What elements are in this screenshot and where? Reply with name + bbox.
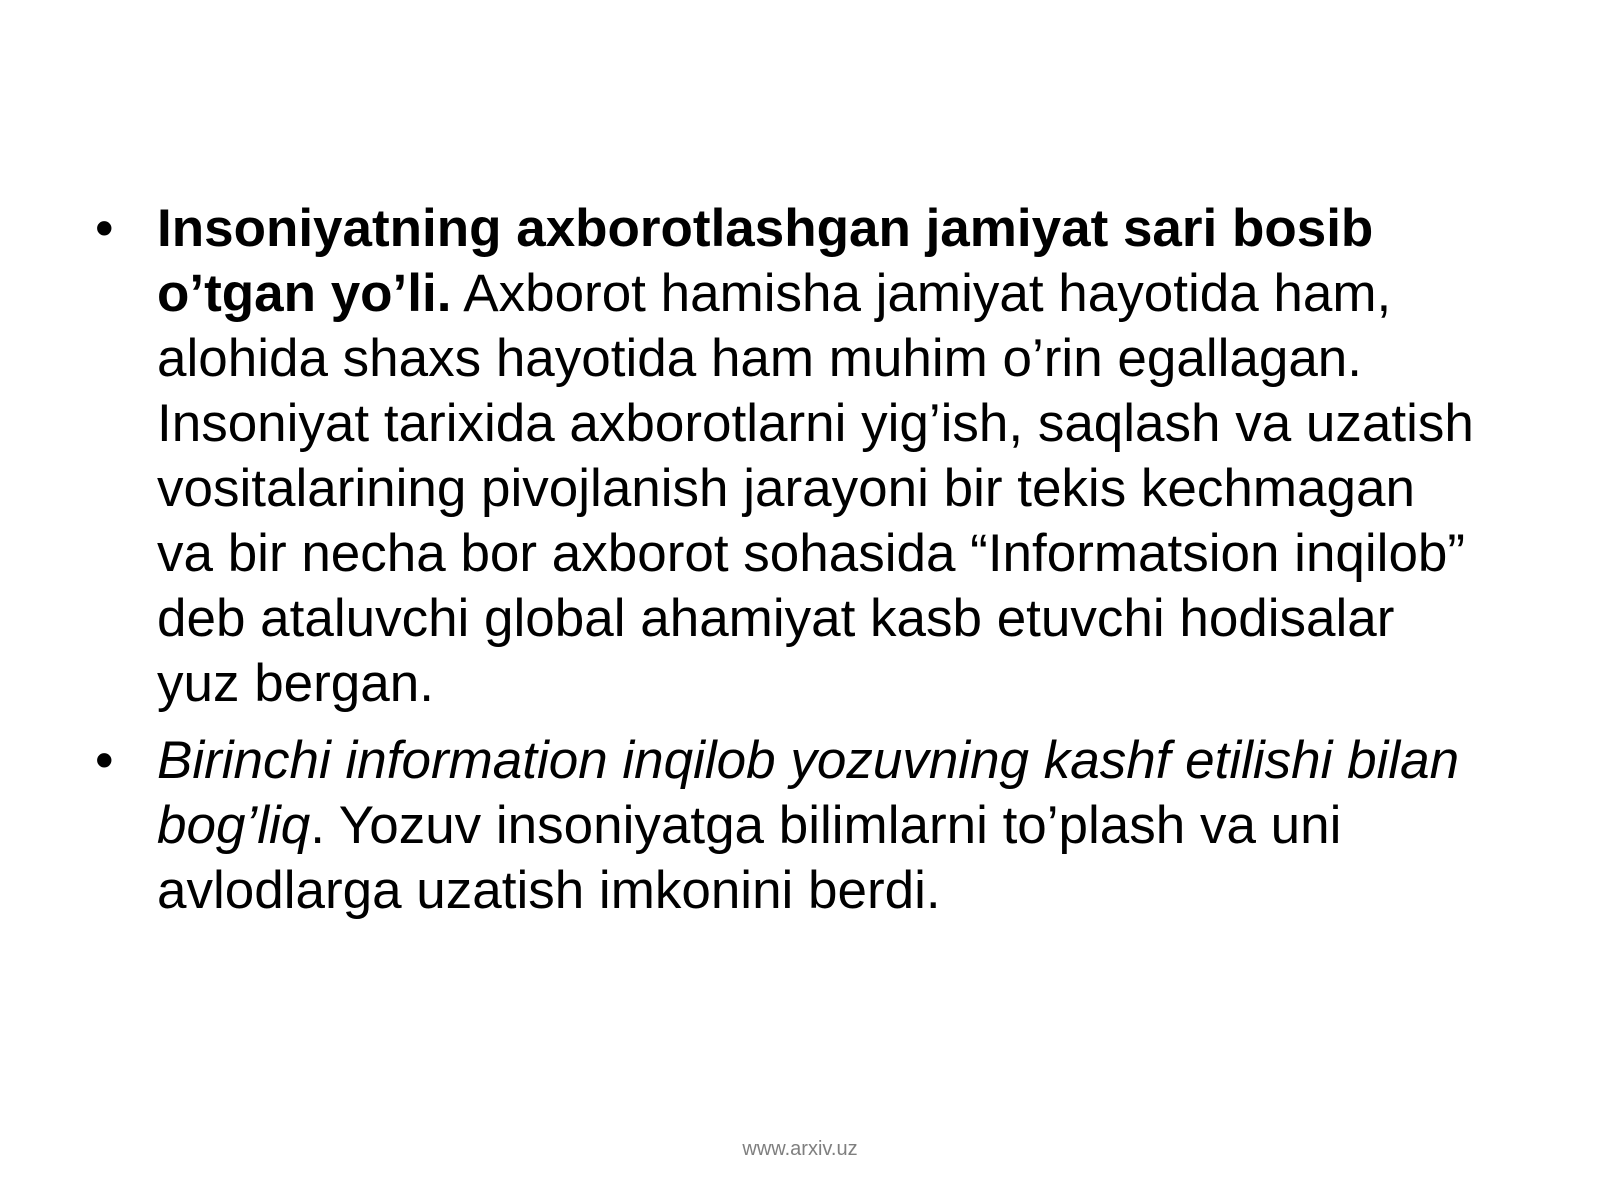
bullet-heading-bold: Insoniyatning axborotlashgan jamiyat sari bosib o’tgan yo’li.: [157, 199, 1374, 323]
bullet-text: Axborot hamisha jamiyat hayotida ham, alohida shaxs hayotida ham muhim o’rin egallagan. Insoniyat tarixida axborotlarni yig’ish, saqlash va uzatish vositalarining pivojlanish jarayoni bir tekis kechmagan va bir necha bor axborot sohasida “Informatsion inqilob” deb ataluvchi global ahamiyat kasb etuvchi hodisalar yuz bergan.: [157, 264, 1474, 713]
slide-content: [95, 196, 1485, 935]
footer-url: www.arxiv.uz: [742, 1138, 858, 1160]
bullet-item-1: [95, 196, 1485, 716]
bullet-heading-italic: Birinchi information inqilob yozuvning kashf etilishi bilan bog’liq: [157, 731, 1460, 855]
bullet-item-2: [95, 728, 1485, 923]
bullet-text: . Yozuv insoniyatga bilimlarni to’plash va uni avlodlarga uzatish imkonini berdi.: [157, 796, 1342, 920]
bullet-marker: •: [95, 731, 114, 790]
bullet-marker: •: [95, 199, 114, 258]
